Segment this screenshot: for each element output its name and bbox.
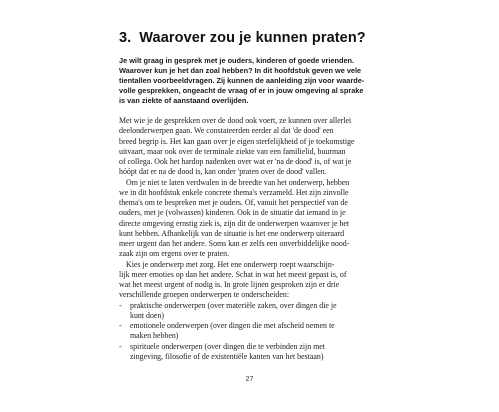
- list-item-text: spirituele onderwerpen (over dingen die te verbinden zijn met: [130, 341, 326, 351]
- chapter-title: Waarover zou je kunnen praten?: [139, 30, 366, 46]
- paragraph-line: thema's om te bespreken met je ouders. Of, vanuit het perspectief van de: [119, 198, 348, 207]
- paragraph-line: breed begrip is. Het kan gaan over je eigen sterfelijkheid of je toekomstige: [119, 136, 355, 146]
- list-bullet: -: [119, 321, 122, 330]
- intro-line: is van ziekte of aanstaand overlijden.: [119, 96, 249, 105]
- intro-line: tientallen voorbeeldvragen. Zij kunnen de aanleiding zijn voor waarde-: [119, 76, 365, 85]
- chapter-number: 3.: [119, 30, 132, 46]
- paragraph-line: lijk meer emoties op dan het andere. Schat in wat het meest gepast is, of: [119, 269, 347, 279]
- list-bullet: -: [119, 341, 122, 351]
- list-item: [119, 342, 381, 352]
- paragraph-line: Kies je onderwerp met zorg. Het ene onderwerp roept waarschijn-: [126, 259, 335, 269]
- paragraph-line: Om je niet te laten verdwalen in de breedte van het onderwerp, hebben: [126, 177, 350, 187]
- chapter-heading: [119, 30, 366, 46]
- paragraph-line: zaak zijn om ergens over te praten.: [119, 249, 230, 259]
- paragraph-line: kunt hebben. Afhankelijk van de situatie is het ene onderwerp uiteraard: [119, 228, 345, 238]
- intro-line: Waarover kun je het dan zoal hebben? In dit hoofdstuk geven we vele: [119, 66, 362, 75]
- list-item-text: praktische onderwerpen (over materiële zaken, over dingen die je: [130, 300, 337, 310]
- list-item-continuation: zingeving, filosofie of de existentiële kanten van het bestaan): [130, 351, 324, 361]
- list-item: [119, 301, 381, 311]
- paragraph-line: uitvaart, maar ook over de terminale ziekte van een familielid, buurman: [119, 146, 346, 156]
- paragraph-line: hóópt dat er na de dood is, kan onder 'praten over de dood' vallen.: [119, 167, 327, 177]
- list-item: [119, 321, 381, 331]
- list-bullet: -: [119, 300, 122, 310]
- paragraph-line: meer urgent dan het andere. Soms kan er zelfs een onverbiddelijke nood-: [119, 239, 350, 248]
- paragraph-line: we in dit hoofdstuk enkele concrete thema's verzameld. Het zijn zinvolle: [119, 187, 349, 197]
- paragraph-line: Met wie je de gesprekken over de dood ook voert, ze kunnen over allerlei: [119, 116, 352, 125]
- paragraph-line: ouders, met je (volwassen) kinderen. Ook in de situatie dat iemand in je: [119, 208, 346, 218]
- list-item-text: emotionele onderwerpen (over dingen die met afscheid nemen te: [130, 321, 335, 330]
- paragraph-line: of collega. Ook het hardop nadenken over wat er 'na de dood' is, of wat je: [119, 157, 352, 166]
- list-item-continuation: maken hebben): [130, 331, 179, 341]
- page-number: 27: [245, 376, 254, 383]
- intro-line: volle gesprekken, ongeacht de vraag of er in jouw omgeving al sprake: [119, 86, 364, 95]
- intro-paragraph: [119, 56, 381, 106]
- paragraph-line: wat het meest urgent of nodig is. In grote lijnen gesproken zijn er drie: [119, 280, 340, 289]
- paragraph-line: deelonderwerpen gaan. We constateerden eerder al dat 'de dood' een: [119, 126, 334, 136]
- list-item-continuation: kunt doen): [130, 310, 164, 320]
- paragraph-line: directe omgeving ernstig ziek is, zijn dit de onderwerpen waarover je het: [119, 218, 350, 228]
- paragraph-line: verschillende groepen onderwerpen te onderscheiden:: [119, 290, 290, 300]
- body-text: [119, 116, 381, 362]
- intro-line: Je wilt graag in gesprek met je ouders, kinderen of goede vrienden.: [119, 56, 355, 65]
